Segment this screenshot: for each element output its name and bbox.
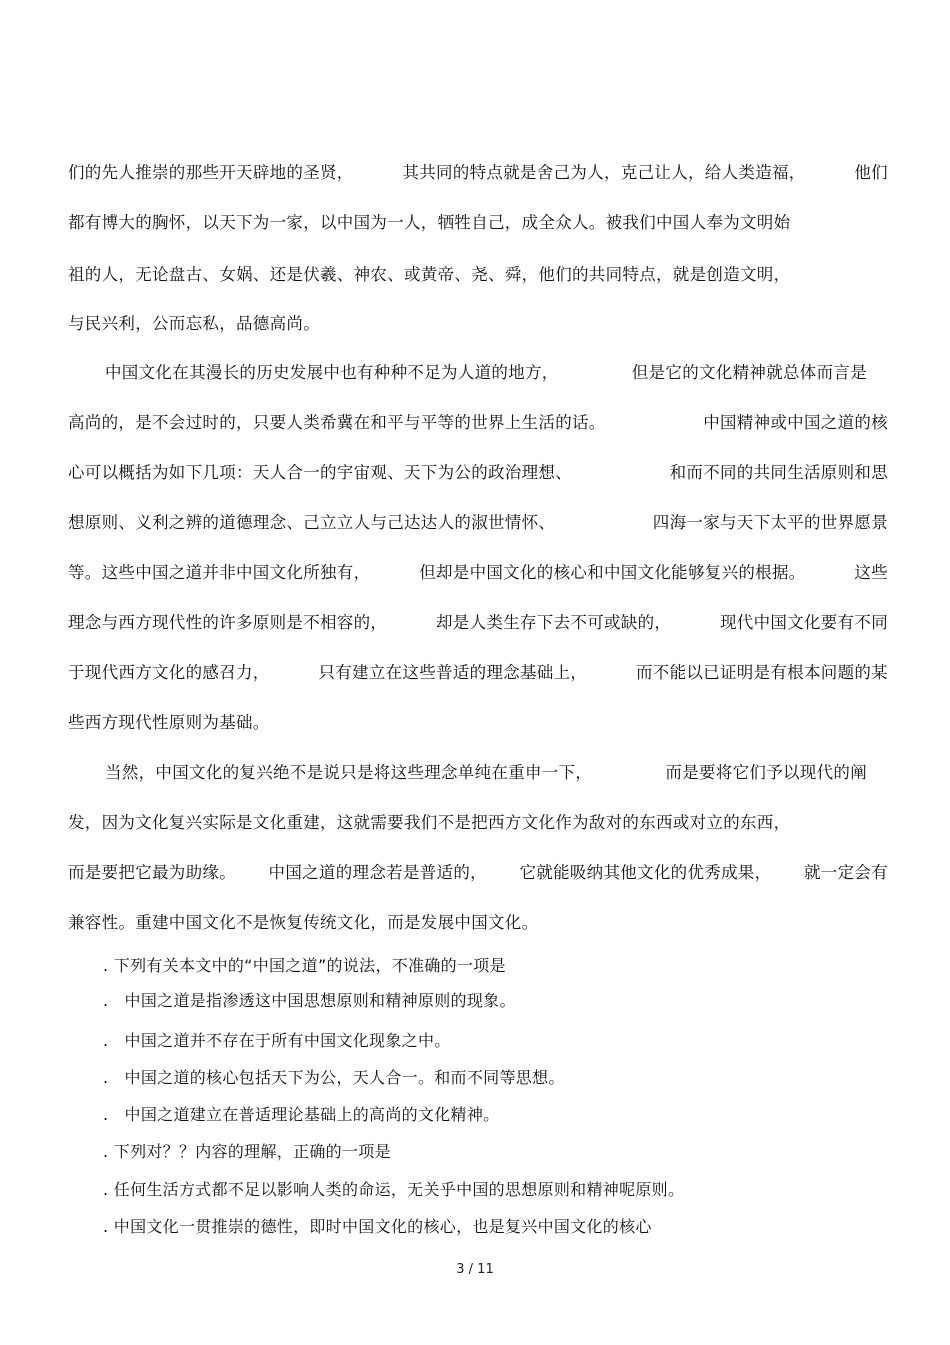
text-segment: 和而不同的共同生活原则和思 (669, 463, 888, 482)
text-segment: 就一定会有 (804, 863, 888, 882)
question-2-option-a: . 任何生活方式都不足以影响人类的命运，无关乎中国的思想原则和精神呢原则。 (103, 1180, 685, 1199)
text-segment: 他们 (854, 163, 888, 182)
paragraph-2-line-1 (105, 362, 867, 384)
text-segment: 等。这些中国之道并非中国文化所独有， (68, 563, 371, 582)
text-segment: 心可以概括为如下几项：天人合一的宇宙观、天下为公的政治理想、 (68, 463, 572, 482)
paragraph-2-line-6 (68, 612, 888, 634)
paragraph-1-line-1 (68, 162, 888, 184)
question-1-option-c: . 中国之道的核心包括天下为公，天人合一。和而不同等思想。 (103, 1068, 565, 1087)
text-segment: 而不能以已证明是有根本问题的某 (635, 663, 888, 682)
text-segment: 于现代西方文化的感召力， (68, 663, 270, 682)
text-segment: 现代中国文化要有不同 (720, 613, 888, 632)
text-segment: 而是要把它最为助缘。 (68, 863, 236, 882)
question-1-option-b: . 中国之道并不存在于所有中国文化现象之中。 (103, 1031, 451, 1050)
paragraph-2-line-3 (68, 462, 888, 484)
text-segment: 理念与西方现代性的许多原则是不相容的， (68, 613, 388, 632)
question-2-stem: . 下列对？？内容的理解，正确的一项是 (103, 1142, 391, 1161)
text-segment: 中国文化在其漫长的历史发展中也有种种不足为人道的地方， (105, 363, 559, 382)
text-segment: 中国之道的理念若是普适的， (268, 863, 487, 882)
text-segment: 只有建立在这些普适的理念基础上， (318, 663, 588, 682)
paragraph-3-line-2: 发，因为文化复兴实际是文化重建，这就需要我们不是把西方文化作为敌对的东西或对立的东西， (68, 813, 791, 832)
paragraph-3-line-3 (68, 862, 888, 884)
question-1-stem: . 下列有关本文中的“中国之道”的说法，不准确的一项是 (103, 956, 506, 975)
text-segment: 但是它的文化精神就总体而言是 (631, 363, 867, 382)
paragraph-2-line-8: 些西方现代性原则为基础。 (68, 713, 270, 732)
text-segment: 们的先人推崇的那些开天辟地的圣贤， (68, 163, 354, 182)
paragraph-2-line-2 (68, 412, 888, 434)
paragraph-1-line-2: 都有博大的胸怀，以天下为一家，以中国为一人，牺牲自己，成全众人。被我们中国人奉为文明始 (68, 213, 791, 232)
text-segment: 高尚的，是不会过时的，只要人类希冀在和平与平等的世界上生活的话。 (68, 413, 606, 432)
paragraph-3-line-4: 兼容性。重建中国文化不是恢复传统文化，而是发展中国文化。 (68, 913, 539, 932)
text-segment: 其共同的特点就是舍己为人，克己让人，给人类造福， (402, 163, 806, 182)
question-1-option-d: . 中国之道建立在普适理论基础上的高尚的文化精神。 (103, 1105, 500, 1124)
text-segment: 四海一家与天下太平的世界愿景 (652, 513, 888, 532)
text-segment: 而是要将它们予以现代的阐 (665, 763, 867, 782)
question-2-option-b: . 中国文化一贯推崇的德性，即时中国文化的核心，也是复兴中国文化的核心 (103, 1217, 652, 1236)
text-segment: 这些 (854, 563, 888, 582)
text-segment: 却是人类生存下去不可或缺的， (436, 613, 672, 632)
paragraph-3-line-1 (105, 762, 867, 784)
paragraph-1-line-4: 与民兴利，公而忘私，品德高尚。 (68, 314, 320, 333)
paragraph-1-line-3: 祖的人，无论盘古、女娲、还是伏羲、神农、或黄帝、尧、舜，他们的共同特点，就是创造文明， (68, 265, 791, 284)
paragraph-2-line-5 (68, 562, 888, 584)
paragraph-2-line-7 (68, 662, 888, 684)
page-number: 3 / 11 (456, 1262, 494, 1277)
text-segment: 中国精神或中国之道的核 (703, 413, 888, 432)
question-1-option-a: . 中国之道是指渗透这中国思想原则和精神原则的现象。 (103, 991, 516, 1010)
text-segment: 但却是中国文化的核心和中国文化能够复兴的根据。 (419, 563, 806, 582)
text-segment: 它就能吸纳其他文化的优秀成果， (519, 863, 772, 882)
text-segment: 想原则、义利之辨的道德理念、己立立人与己达达人的淑世情怀、 (68, 513, 556, 532)
paragraph-2-line-4 (68, 512, 888, 534)
text-segment: 当然，中国文化的复兴绝不是说只是将这些理念单纯在重申一下， (105, 763, 593, 782)
